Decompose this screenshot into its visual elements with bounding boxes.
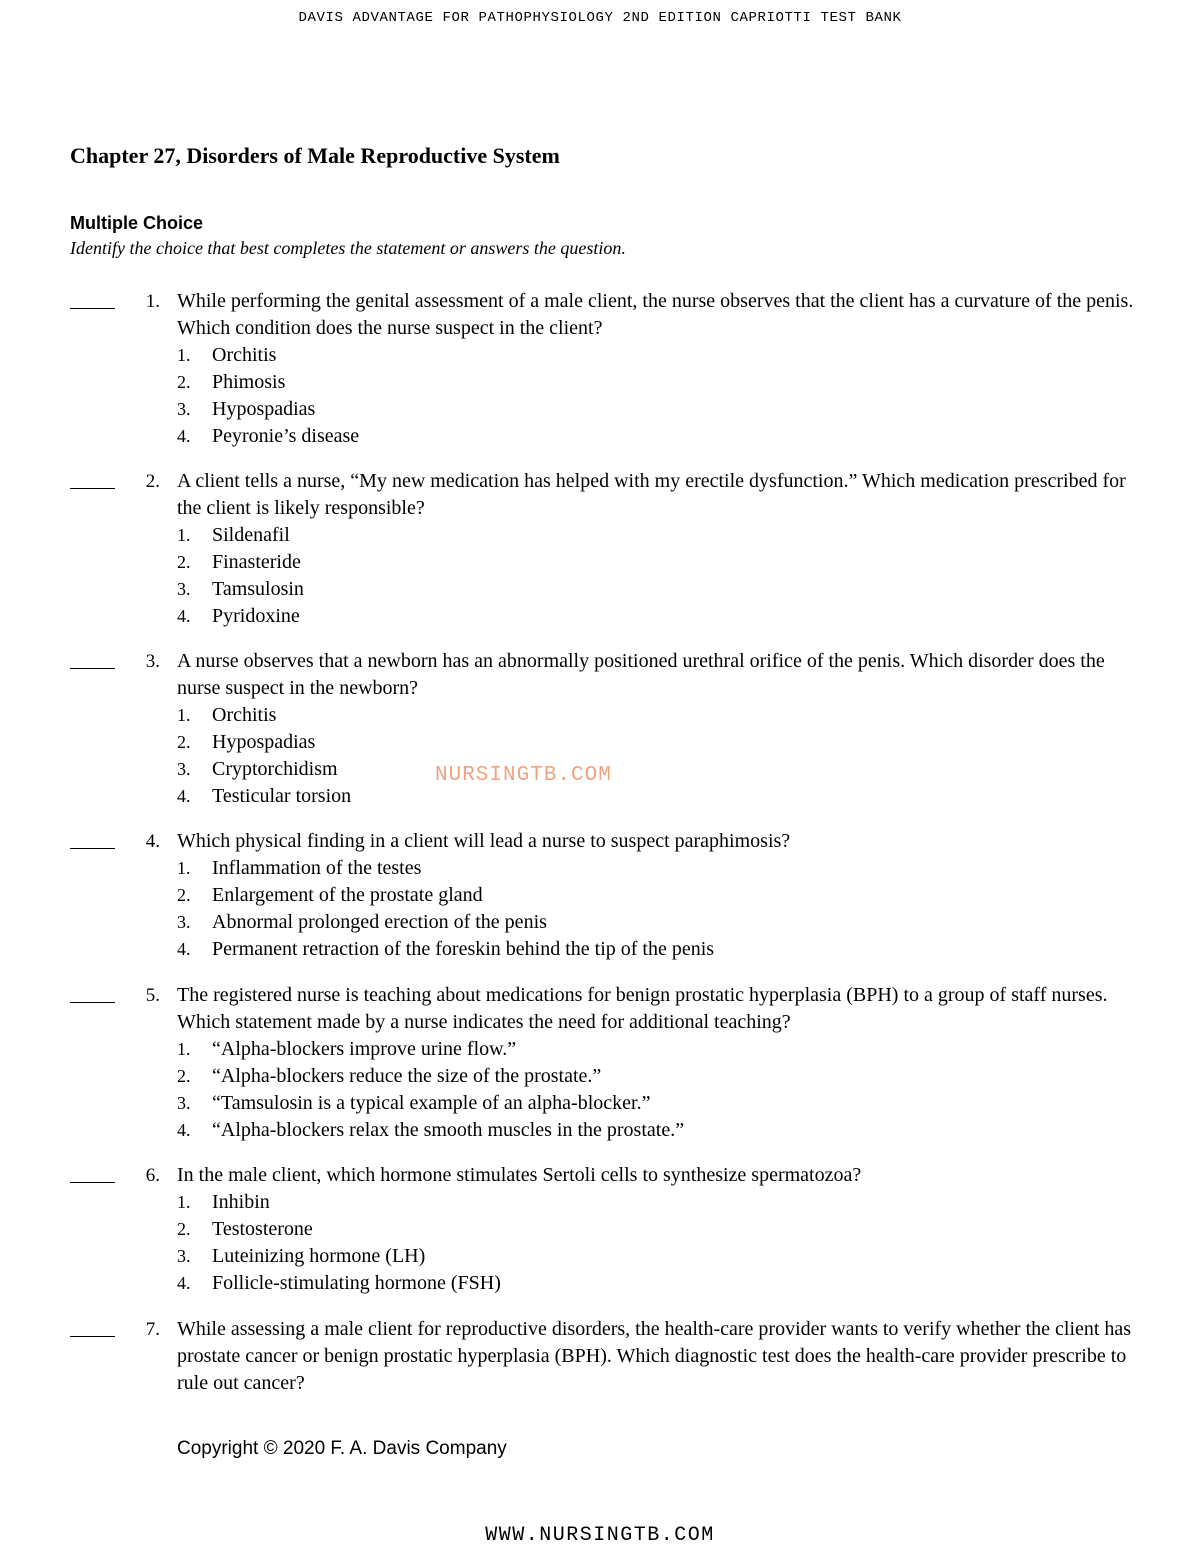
watermark: NURSINGTB.COM [435, 764, 612, 787]
answer-blank[interactable] [70, 1162, 115, 1183]
copyright-notice: Copyright © 2020 F. A. Davis Company [177, 1438, 507, 1459]
option [177, 936, 1137, 963]
question-number: 5. [145, 985, 160, 1006]
option-number: 4. [177, 426, 191, 446]
option-text: Orchitis [212, 344, 277, 366]
question-number: 7. [145, 1319, 160, 1340]
question-number: 1. [145, 291, 160, 312]
option-text: Tamsulosin [212, 578, 304, 600]
option-text: Testosterone [212, 1218, 313, 1240]
option-number: 2. [177, 552, 191, 572]
option-text: Abnormal prolonged erection of the penis [212, 911, 547, 933]
chapter-title: Chapter 27, Disorders of Male Reproductive System [70, 143, 560, 168]
option [177, 1036, 1137, 1063]
option-number: 1. [177, 705, 191, 725]
option-number: 3. [177, 912, 191, 932]
option-number: 1. [177, 345, 191, 365]
option-number: 2. [177, 1219, 191, 1239]
option [177, 423, 1137, 450]
answer-blank[interactable] [70, 1316, 115, 1337]
question-stem: In the male client, which hormone stimulates Sertoli cells to synthesize spermatozoa? [177, 1164, 862, 1186]
question-stem: While performing the genital assessment of a male client, the nurse observes that the client has a curvature of the penis. Which condition does the nurse suspect in the client? [177, 290, 1134, 339]
option-number: 4. [177, 939, 191, 959]
option-text: Luteinizing hormone (LH) [212, 1245, 426, 1267]
option [177, 1270, 1137, 1297]
option-number: 3. [177, 579, 191, 599]
option [177, 855, 1137, 882]
option [177, 702, 1137, 729]
option [177, 369, 1137, 396]
option [177, 909, 1137, 936]
section-title: Multiple Choice [70, 213, 204, 233]
answer-blank[interactable] [70, 648, 115, 669]
option [177, 1243, 1137, 1270]
question-number: 6. [145, 1165, 160, 1186]
option-text: Orchitis [212, 704, 277, 726]
option-number: 3. [177, 759, 191, 779]
option-text: Cryptorchidism [212, 758, 338, 780]
option [177, 342, 1137, 369]
option-text: Enlargement of the prostate gland [212, 884, 483, 906]
question-stem: While assessing a male client for reproductive disorders, the health-care provider wants to verify whether the client has prostate cancer or benign prostatic hyperplasia (BPH). Which diagnostic test does the health-care provider prescribe to rule out cancer? [177, 1318, 1132, 1394]
option-text: Inflammation of the testes [212, 857, 422, 879]
option-number: 4. [177, 786, 191, 806]
option-list [177, 1189, 1137, 1297]
option [177, 1117, 1137, 1144]
option [177, 1189, 1137, 1216]
option-text: “Alpha-blockers improve urine flow.” [212, 1038, 517, 1060]
option [177, 729, 1137, 756]
question-stem: A client tells a nurse, “My new medication has helped with my erectile dysfunction.” Which medication prescribed for the client is likely responsible? [177, 470, 1126, 519]
option-text: Inhibin [212, 1191, 270, 1213]
option-text: Hypospadias [212, 398, 316, 420]
option-text: Phimosis [212, 371, 286, 393]
option [177, 756, 1137, 783]
option-number: 1. [177, 1039, 191, 1059]
question-number: 4. [145, 831, 160, 852]
option-number: 2. [177, 1066, 191, 1086]
option-list [177, 522, 1137, 630]
option-number: 4. [177, 606, 191, 626]
option-number: 2. [177, 372, 191, 392]
instructions: Identify the choice that best completes the statement or answers the question. [70, 238, 626, 258]
option [177, 1090, 1137, 1117]
option [177, 1063, 1137, 1090]
option-number: 1. [177, 1192, 191, 1212]
answer-blank[interactable] [70, 288, 115, 309]
option-text: “Alpha-blockers relax the smooth muscles in the prostate.” [212, 1119, 685, 1141]
option [177, 576, 1137, 603]
option-number: 2. [177, 732, 191, 752]
answer-blank[interactable] [70, 468, 115, 489]
option [177, 783, 1137, 810]
option-number: 1. [177, 858, 191, 878]
option-list [177, 855, 1137, 963]
answer-blank[interactable] [70, 828, 115, 849]
option-number: 2. [177, 885, 191, 905]
option-list [177, 702, 1137, 810]
option-text: Permanent retraction of the foreskin behind the tip of the penis [212, 938, 715, 960]
option [177, 522, 1137, 549]
question-stem: Which physical finding in a client will lead a nurse to suspect paraphimosis? [177, 830, 791, 852]
question-number: 2. [145, 471, 160, 492]
question-stem: A nurse observes that a newborn has an abnormally positioned urethral orifice of the penis. Which disorder does the nurse suspect in the newborn? [177, 650, 1105, 699]
option-text: Pyridoxine [212, 605, 300, 627]
page-header: DAVIS ADVANTAGE FOR PATHOPHYSIOLOGY 2ND EDITION CAPRIOTTI TEST BANK [298, 10, 902, 26]
option-text: Hypospadias [212, 731, 316, 753]
option [177, 882, 1137, 909]
option-list [177, 342, 1137, 450]
option-text: Peyronie’s disease [212, 425, 360, 447]
option-number: 3. [177, 399, 191, 419]
option-text: Follicle-stimulating hormone (FSH) [212, 1272, 501, 1294]
option-text: “Tamsulosin is a typical example of an alpha-blocker.” [212, 1092, 651, 1114]
option-text: Sildenafil [212, 524, 290, 546]
question-stem: The registered nurse is teaching about medications for benign prostatic hyperplasia (BPH) to a group of staff nurses. Which statement made by a nurse indicates the need for additional teaching? [177, 984, 1108, 1033]
page-footer: WWW.NURSINGTB.COM [485, 1524, 715, 1547]
option [177, 603, 1137, 630]
option-text: Finasteride [212, 551, 301, 573]
option-number: 4. [177, 1273, 191, 1293]
option [177, 1216, 1137, 1243]
option-text: “Alpha-blockers reduce the size of the prostate.” [212, 1065, 602, 1087]
question-number: 3. [145, 651, 160, 672]
option [177, 549, 1137, 576]
option-list [177, 1036, 1137, 1144]
option-number: 4. [177, 1120, 191, 1140]
option-number: 1. [177, 525, 191, 545]
option-number: 3. [177, 1246, 191, 1266]
option-text: Testicular torsion [212, 785, 352, 807]
option-number: 3. [177, 1093, 191, 1113]
option [177, 396, 1137, 423]
answer-blank[interactable] [70, 982, 115, 1003]
